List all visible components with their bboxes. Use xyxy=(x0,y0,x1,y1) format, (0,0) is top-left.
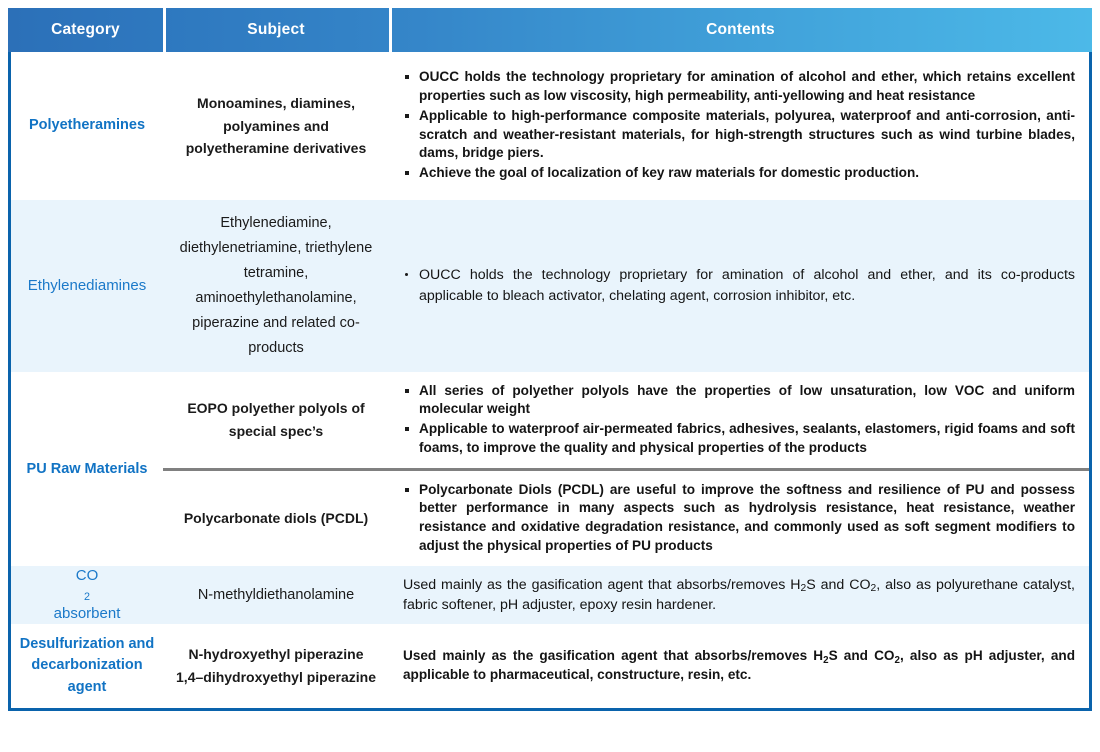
cell-contents xyxy=(389,471,1089,566)
cell-contents xyxy=(389,372,1089,468)
cell-subject: N-hydroxyethyl piperazine 1,4–dihydroxyethyl piperazine xyxy=(176,646,376,685)
table-header-row xyxy=(8,8,1092,52)
cell-subject: Polycarbonate diols (PCDL) xyxy=(183,510,369,527)
cell-category: Polyetheramines xyxy=(28,117,146,134)
column-header-contents: Contents xyxy=(389,8,1092,52)
table-row xyxy=(11,624,1089,708)
cell-category: Desulfurization and decarbonization agent xyxy=(19,636,155,695)
contents-bullet-list xyxy=(403,481,1075,557)
table-row xyxy=(11,200,1089,372)
table-subrow xyxy=(163,471,1089,566)
cell-category: CO $_2$ absorbent xyxy=(53,567,121,622)
contents-bullet-list xyxy=(403,382,1075,459)
contents-bullet-list xyxy=(403,265,1075,306)
column-header-subject: Subject xyxy=(163,8,389,52)
cell-category: Ethylenediamines xyxy=(27,277,147,295)
list-item: Polycarbonate Diols (PCDL) are useful to improve the softness and resilience of PU and possess better performance in many aspects such as hydrolysis resistance, heat resistance, weather resistance and oxidative degradation resistance, and commonly used as soft segment modifiers to adjust the physical properties of PU products xyxy=(403,481,1075,556)
contents-paragraph: Used mainly as the gasification agent that absorbs/removes $H_2S$ and $CO_2$, also as pH adjuster, and applicable to pharmaceutical, constructure, resin, etc. xyxy=(403,648,1076,682)
table-subrow xyxy=(163,372,1089,471)
contents-bullet-list xyxy=(403,68,1075,184)
table-row xyxy=(11,52,1089,200)
cell-contents xyxy=(389,200,1089,372)
table-body xyxy=(8,52,1092,711)
list-item: All series of polyether polyols have the properties of low unsaturation, low VOC and uniform molecular weight xyxy=(403,382,1075,420)
cell-subject: Monoamines, diamines, polyamines and polyetheramine derivatives xyxy=(185,94,367,157)
cell-subject: EOPO polyether polyols of special spec’s xyxy=(187,400,365,439)
list-item: Achieve the goal of localization of key raw materials for domestic production. xyxy=(403,164,1075,183)
cell-contents xyxy=(389,52,1089,200)
list-item: OUCC holds the technology proprietary for amination of alcohol and ether, which retains excellent properties such as low viscosity, high permeability, anti-yellowing and heat resistance xyxy=(403,68,1075,106)
list-item: OUCC holds the technology proprietary for amination of alcohol and ether, and its co-products applicable to bleach activator, chelating agent, corrosion inhibitor, etc. xyxy=(403,265,1075,305)
contents-paragraph: Used mainly as the gasification agent that absorbs/removes $H_2S$ and $CO_2$, also as polyurethane catalyst, fabric softener, pH adjuster, epoxy resin hardener. xyxy=(403,576,1075,613)
table-row xyxy=(11,566,1089,624)
table-row xyxy=(11,372,1089,566)
cell-contents xyxy=(389,624,1089,708)
cell-contents xyxy=(389,566,1089,624)
cell-subject: Ethylenediamine, diethylenetriamine, triethylene tetramine, aminoethylethanolamine, piperazine and related co-products xyxy=(179,215,373,356)
column-header-category: Category xyxy=(51,21,120,38)
pu-subrows-group xyxy=(163,372,1089,566)
cell-category: PU Raw Materials xyxy=(26,461,148,477)
cell-subject: N-methyldiethanolamine xyxy=(197,586,355,603)
list-item: Applicable to waterproof air-permeated fabrics, adhesives, sealants, elastomers, rigid foams and soft foams, to improve the quality and physical properties of the products xyxy=(403,420,1075,458)
list-item: Applicable to high-performance composite materials, polyurea, waterproof and anti-corrosion, anti-scratch and weather-resistant materials, for high-strength structures such as wind turbine blades, dams, bridge piers. xyxy=(403,107,1075,163)
